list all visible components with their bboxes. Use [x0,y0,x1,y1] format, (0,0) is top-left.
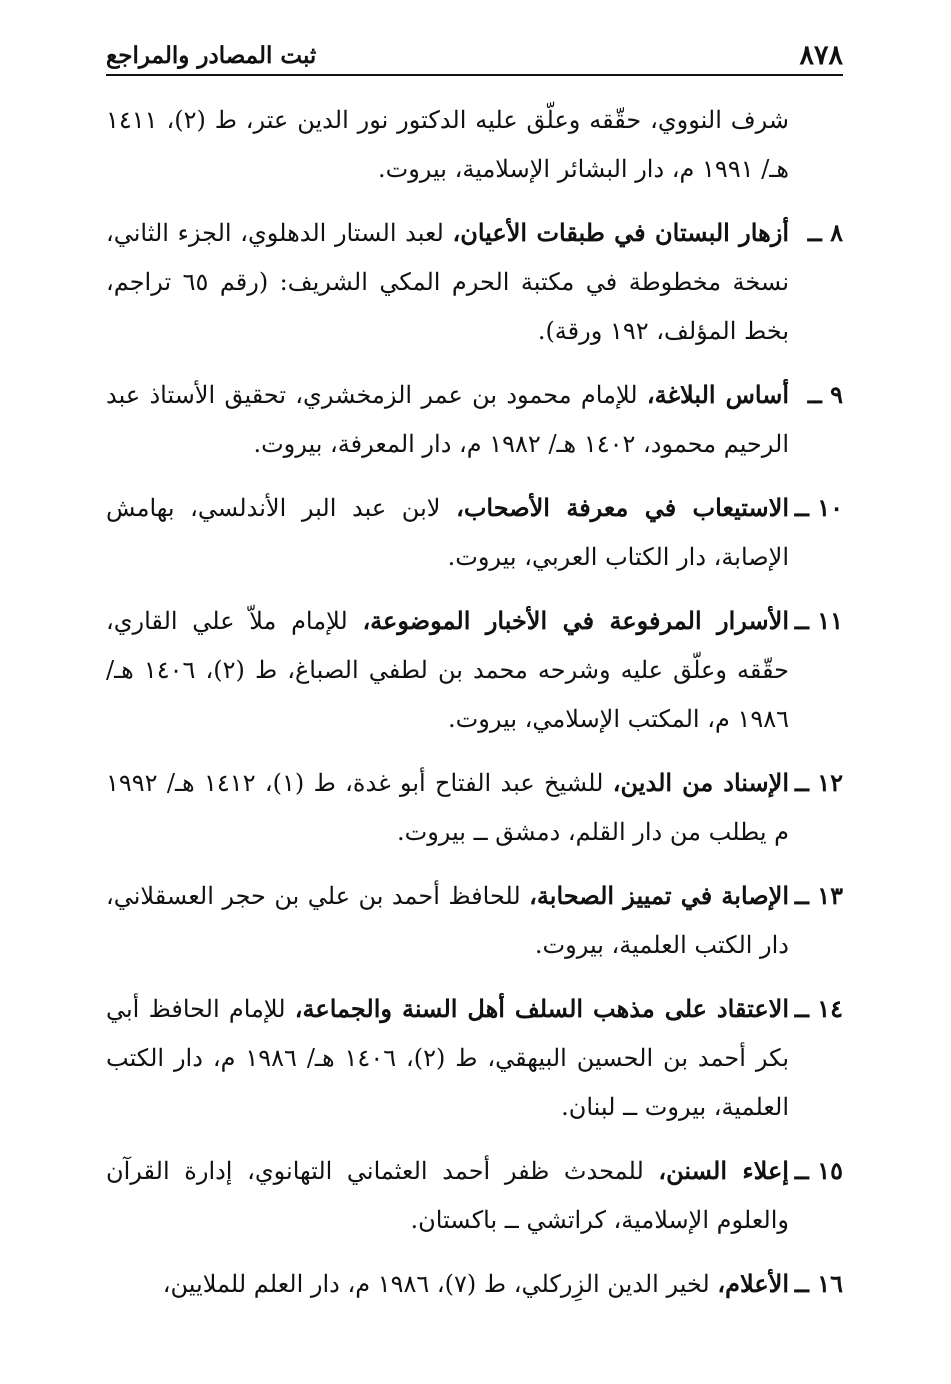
bibliography-entry-10 [106,483,843,582]
bibliography-entry-11 [106,596,843,744]
bibliography-entry-14 [106,984,843,1132]
entry-title: الأسرار المرفوعة في الأخبار الموضوعة، [362,606,789,635]
continuation-text: شرف النووي، حقّقه وعلّق عليه الدكتور نور الدين عتر، ط (٢)، ١٤١١ هـ/ ١٩٩١ م، دار البشائر الإسلامية، بيروت. [106,106,789,183]
page-number: ٨٧٨ [799,40,843,71]
entry-number: ١٣ ــ [794,881,843,910]
entry-text: للإمام محمود بن عمر الزمخشري، تحقيق الأستاذ عبد الرحيم محمود، ١٤٠٢ هـ/ ١٩٨٢ م، دار المعرفة، بيروت. [106,381,789,458]
entry-text: لابن عبد البر الأندلسي، بهامش الإصابة، دار الكتاب العربي، بيروت. [106,494,789,571]
entry-number: ٨ ــ [807,218,843,247]
entry-number: ١٢ ــ [794,768,844,797]
entry-title: الاعتقاد على مذهب السلف أهل السنة والجماعة، [294,994,789,1023]
entry-number: ١٥ ــ [794,1156,843,1185]
bibliography-entry-13 [106,871,843,970]
entry-text: للمحدث ظفر أحمد العثماني التهانوي، إدارة القرآن والعلوم الإسلامية، كراتشي ــ باكستان. [106,1157,789,1234]
entry-title: إعلاء السنن، [658,1156,789,1185]
running-title: ثبت المصادر والمراجع [106,42,317,69]
entry-text: للإمام ملاّ علي القاري، حقّقه وعلّق عليه وشرحه محمد بن لطفي الصباغ، ط (٢)، ١٤٠٦ هـ/ ١٩٨٦ م، المكتب الإسلامي، بيروت. [106,607,790,733]
entry-text: للإمام الحافظ أبي بكر أحمد بن الحسين البيهقي، ط (٢)، ١٤٠٦ هـ/ ١٩٨٦ م، دار الكتب العلمية، بيروت ــ لبنان. [106,995,789,1121]
bibliography-list [106,96,843,1323]
entry-number: ١٦ ــ [794,1269,843,1298]
bibliography-entry-16 [106,1259,843,1309]
bibliography-entry-15 [106,1146,843,1245]
entry-text: للشيخ عبد الفتاح أبو غدة، ط (١)، ١٤١٢ هـ/ ١٩٩٢ م يطلب من دار القلم، دمشق ــ بيروت. [106,769,789,846]
bibliography-entry-12 [106,758,843,857]
entry-text: لخير الدين الزِركلي، ط (٧)، ١٩٨٦ م، دار العلم للملايين، [162,1270,710,1298]
bibliography-entry-9 [106,370,843,469]
entry-title: الإسناد من الدين، [612,768,790,797]
entry-title: الاستيعاب في معرفة الأصحاب، [456,493,789,522]
entry-number: ١٠ ــ [794,493,843,522]
continuation-paragraph [106,96,843,194]
entry-title: الأعلام، [717,1269,789,1298]
bibliography-entry-8 [106,208,843,356]
entry-title: الإصابة في تمييز الصحابة، [529,881,789,910]
entry-title: أزهار البستان في طبقات الأعيان، [452,218,789,247]
entry-number: ٩ ــ [807,380,844,409]
page-header [106,34,843,76]
entry-title: أساس البلاغة، [646,380,790,409]
entry-text: لعبد الستار الدهلوي، الجزء الثاني، نسخة مخطوطة في مكتبة الحرم المكي الشريف: (رقم ٦٥ تراجم، بخط المؤلف، ١٩٢ ورقة). [106,219,789,345]
entry-number: ١١ ــ [794,606,843,635]
entry-number: ١٤ ــ [794,994,843,1023]
entry-text: للحافظ أحمد بن علي بن حجر العسقلاني، دار الكتب العلمية، بيروت. [106,882,789,959]
